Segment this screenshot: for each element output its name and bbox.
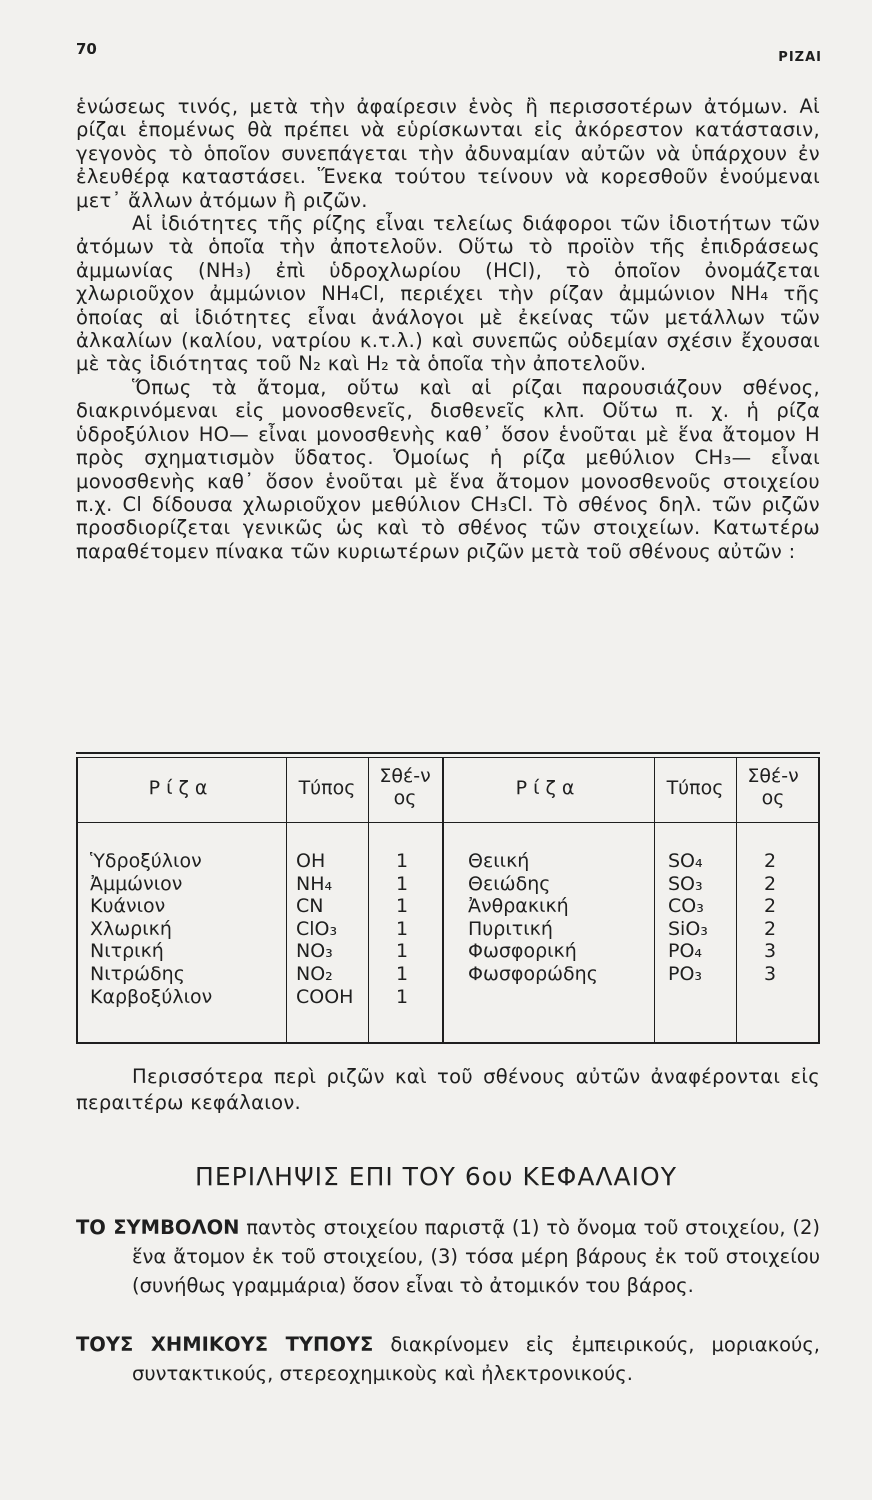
table-cell: 3 — [764, 962, 777, 985]
table-border — [818, 758, 820, 1042]
table-cell: Θειική — [468, 850, 530, 872]
running-title: ΡΙΖΑΙ — [778, 50, 822, 65]
header-valence: Σθέ-νος — [747, 765, 799, 809]
table-cell: NH₄ — [296, 872, 333, 895]
column-divider — [654, 758, 655, 1042]
paragraph: Ὅπως τὰ ἄτομα, οὕτω καὶ αἱ ρίζαι παρουσιάζουν σθένος, διακρινόμεναι εἰς μονοσθενεῖς, δισθενεῖς κλπ. Οὕτω π. χ. ἡ ρίζα ὑδροξύλιον HO— εἶναι μονοσθενὴς καθ᾽ ὅσον ἑνοῦται μὲ ἕνα ἄτομον H πρὸς σχηματισμὸν ὕδατος. Ὁμοίως ἡ ρίζα μεθύλιον CH₃— εἶναι μονοσθενὴς καθ᾽ ὅσον ἑνοῦται μὲ ἕνα ἄτομον μονοσθενοῦς στοιχείου π.χ. Cl δίδουσα χλωριοῦχον μεθύλιον CH₃Cl. Τὸ σθένος δηλ. τῶν ριζῶν προσδιορίζεται γενικῶς ὡς καὶ τὸ σθένος τῶν στοιχείων. Κατωτέρω παραθέτομεν πίνακα τῶν κυριωτέρων ριζῶν μετὰ τοῦ σθένους αὐτῶν : — [76, 375, 820, 563]
table-rule — [76, 757, 820, 758]
right-names-column — [468, 850, 598, 986]
table-cell: 1 — [396, 895, 409, 918]
table-cell: SiO₃ — [668, 917, 708, 940]
header-formula: Τύπος — [298, 777, 356, 799]
table-cell: 1 — [396, 917, 409, 940]
table-cell: Ἀνθρακική — [468, 895, 569, 918]
header-root: Ρίζα — [148, 777, 214, 799]
right-formulas-column — [668, 850, 708, 986]
table-cell: Φωσφορική — [468, 940, 577, 963]
left-valences-column — [396, 850, 408, 1008]
roots-table — [76, 752, 820, 1044]
table-cell: 3 — [764, 940, 777, 963]
summary-lead: ΤΟΥΣ ΧΗΜΙΚΟΥΣ ΤΥΠΟΥΣ — [76, 1333, 374, 1356]
after-table-text — [76, 1064, 820, 1116]
table-cell: Νιτρώδης — [90, 962, 185, 985]
table-cell: Κυάνιον — [90, 895, 166, 918]
table-border — [76, 758, 78, 1042]
table-cell: 1 — [396, 872, 409, 895]
table-cell: CO₃ — [668, 895, 704, 918]
paragraph: Αἱ ἰδιότητες τῆς ρίζης εἶναι τελείως διάφοροι τῶν ἰδιοτήτων τῶν ἀτόμων τὰ ὁποῖα τὴν ἀποτελοῦν. Οὕτω τὸ προϊὸν τῆς ἐπιδράσεως ἀμμωνίας (NH₃) ἐπὶ ὑδροχλωρίου (HCl), τὸ ὁποῖον ὀνομάζεται χλωριοῦχον ἀμμώνιον NH₄Cl, περιέχει τὴν ρίζαν ἀμμώνιον NH₄ τῆς ὁποίας αἱ ἰδιότητες εἶναι ἀνάλογοι μὲ ἐκείνας τῶν μετάλλων τῶν ἀλκαλίων (καλίου, νατρίου κ.τ.λ.) καὶ συνεπῶς οὐδεμίαν σχέσιν ἔχουσαι μὲ τὰς ἰδιότητας τοῦ N₂ καὶ H₂ τὰ ὁποῖα τὴν ἀποτελοῦν. — [76, 212, 820, 376]
summary-text: παντὸς στοιχείου παριστᾷ (1) τὸ ὄνομα τοῦ στοιχείου, (2) ἕνα ἄτομον ἐκ τοῦ στοιχείου, (3) τόσα μέρη βάρους ἐκ τοῦ στοιχείου (συνήθως γραμμάρια) ὅσον εἶναι τὸ ἀτομικόν του βάρος. — [132, 1216, 820, 1297]
table-rule — [76, 822, 820, 823]
header-valence: Σθέ-νος — [379, 765, 431, 809]
main-text — [76, 95, 820, 563]
table-cell: 2 — [764, 850, 777, 872]
paragraph: Περισσότερα περὶ ριζῶν καὶ τοῦ σθένους αὐτῶν ἀναφέρονται εἰς περαιτέρω κεφάλαιον. — [76, 1065, 820, 1114]
table-cell: Νιτρική — [90, 940, 164, 963]
summary-lead: ΤΟ ΣΥΜΒΟΛΟΝ — [76, 1216, 240, 1239]
table-cell: SO₃ — [668, 872, 703, 895]
table-cell: CN — [296, 895, 324, 918]
table-cell: PO₄ — [668, 940, 703, 963]
left-formulas-column — [296, 850, 353, 1008]
table-cell: Θειώδης — [468, 872, 551, 895]
summary-heading: ΠΕΡΙΛΗΨΙΣ ΕΠΙ ΤΟΥ 6ου ΚΕΦΑΛΑΙΟΥ — [195, 1162, 677, 1191]
summary-item — [76, 1330, 820, 1388]
header-root: Ρίζα — [515, 777, 581, 799]
column-divider — [368, 758, 369, 1042]
table-cell: NO₃ — [296, 940, 333, 963]
table-cell: SO₄ — [668, 850, 703, 872]
table-cell: Ἀμμώνιον — [90, 872, 183, 895]
table-cell: OH — [296, 850, 326, 872]
summary-item — [76, 1213, 820, 1300]
paragraph: ἑνώσεως τινός, μετὰ τὴν ἀφαίρεσιν ἑνὸς ἢ περισσοτέρων ἀτόμων. Αἱ ρίζαι ἑπομένως θὰ πρέπει νὰ εὑρίσκωνται εἰς ἀκόρεστον κατάστασιν, γεγονὸς τὸ ὁποῖον συνεπάγεται τὴν ἀδυναμίαν αὐτῶν νὰ ὑπάρχουν ἐν ἐλευθέρᾳ καταστάσει. Ἕνεκα τούτου τείνουν νὰ κορεσθοῦν ἑνούμεναι μετ᾽ ἄλλων ἀτόμων ἢ ριζῶν. — [76, 95, 820, 212]
table-cell: Καρβοξύλιον — [90, 985, 213, 1008]
header-formula: Τύπος — [666, 777, 724, 799]
column-divider — [442, 758, 444, 1042]
left-names-column — [90, 850, 212, 1008]
table-rule — [76, 752, 820, 754]
table-cell: Ὑδροξύλιον — [90, 850, 202, 872]
table-cell: 1 — [396, 962, 409, 985]
table-cell: NO₂ — [296, 962, 333, 985]
table-cell: Φωσφορώδης — [468, 962, 598, 985]
page-number: 70 — [76, 40, 97, 58]
column-divider — [286, 758, 287, 1042]
column-divider — [736, 758, 737, 1042]
table-cell: 2 — [764, 872, 777, 895]
table-rule — [76, 1042, 820, 1044]
table-cell: 2 — [764, 895, 777, 918]
right-valences-column — [764, 850, 776, 986]
summary-text: διακρίνομεν εἰς ἐμπειρικούς, μοριακούς, συντακτικούς, στερεοχημικοὺς καὶ ἠλεκτρονικούς. — [132, 1333, 820, 1385]
table-cell: 1 — [396, 850, 409, 872]
table-cell: ClO₃ — [296, 917, 338, 940]
table-cell: COOH — [296, 985, 354, 1008]
table-cell: 1 — [396, 940, 409, 963]
table-cell: 1 — [396, 985, 409, 1008]
table-cell: Πυριτική — [468, 917, 553, 940]
table-cell: PO₃ — [668, 962, 703, 985]
table-cell: 2 — [764, 917, 777, 940]
table-cell: Χλωρική — [90, 917, 172, 940]
